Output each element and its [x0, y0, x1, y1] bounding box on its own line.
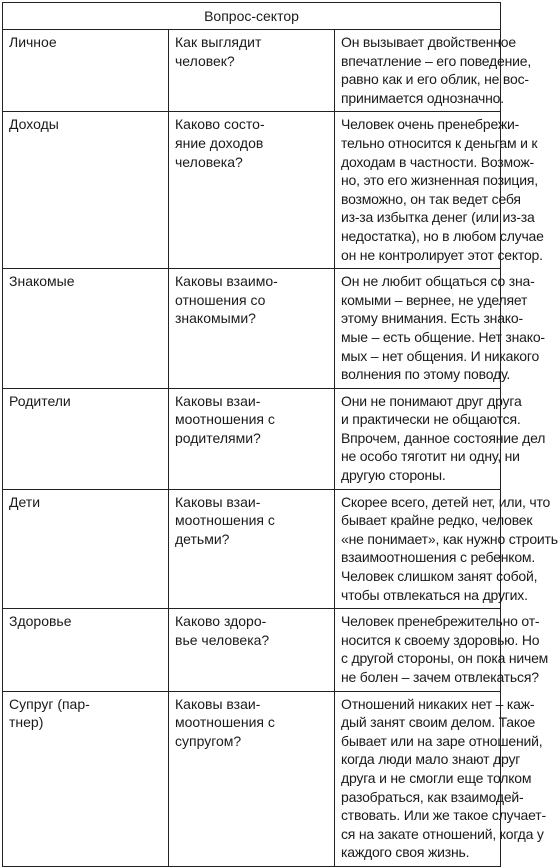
table-row: [3, 609, 501, 691]
text-line: тнер): [9, 714, 44, 731]
table-row: [3, 388, 501, 489]
text-line: разобраться, как взаимодей-: [341, 788, 524, 805]
sector-cell: [3, 388, 169, 489]
text-line: Каковы взаи-: [175, 392, 261, 409]
text-line: каждого своя жизнь.: [341, 844, 470, 861]
text-line: Доходы: [9, 116, 59, 133]
table-row: [3, 30, 501, 112]
text-line: моотношения с: [175, 714, 275, 731]
answer-cell: [335, 388, 546, 489]
text-line: Как выглядит: [175, 34, 262, 50]
answer-cell: [335, 691, 546, 866]
text-line: другую стороны.: [341, 467, 446, 484]
text-line: Человек пренебрежительно от-: [341, 613, 540, 630]
answer-cell: [335, 269, 545, 389]
text-line: Здоровье: [9, 613, 72, 630]
text-line: когда люди мало знают друг: [341, 751, 521, 768]
text-line: и практически не общаются.: [341, 411, 521, 428]
text-line: родителями?: [175, 429, 261, 446]
answer-cell: [335, 112, 544, 269]
text-line: Супруг (пар-: [9, 695, 90, 712]
text-line: моотношения с: [175, 411, 275, 428]
text-line: яние доходов: [175, 134, 264, 151]
answer-cell: [335, 489, 558, 609]
text-line: Дети: [9, 493, 41, 510]
sector-cell: [3, 112, 169, 269]
text-line: супругом?: [175, 732, 242, 749]
text-line: человек?: [175, 52, 235, 69]
text-line: Каковы взаи-: [175, 695, 261, 712]
text-line: бывает крайне редко, человек: [341, 512, 533, 529]
text-line: из-за избытка денег (или из-за: [341, 209, 535, 226]
question-cell: [169, 112, 335, 269]
question-cell: [169, 691, 335, 866]
text-line: мых – нет общения. И никакого: [341, 347, 540, 364]
text-line: Впрочем, данное состояние дел: [341, 429, 546, 446]
text-line: Скорее всего, детей нет, или, что: [341, 493, 551, 510]
text-line: тельно относится к деньгам и к: [341, 134, 538, 151]
table-header-row: [3, 3, 501, 30]
table-row: [3, 489, 501, 609]
text-line: равно как и его облик, не вос-: [341, 71, 529, 88]
text-line: Родители: [9, 392, 71, 409]
sector-cell: [3, 489, 169, 609]
text-line: ствовать. Или же такое случает-: [341, 807, 546, 824]
sector-cell: [3, 30, 169, 112]
text-line: Отношений никаких нет – каж-: [341, 695, 535, 712]
question-sector-table: [2, 2, 558, 867]
text-line: чтобы отвлекаться на других.: [341, 586, 528, 603]
text-line: Они не понимают друг друга: [341, 392, 522, 409]
sector-cell: [3, 691, 169, 866]
question-cell: [169, 269, 335, 389]
text-line: доходам в частности. Возмож-: [341, 153, 535, 170]
text-line: Каковы взаимо-: [175, 273, 278, 290]
text-line: Человек очень пренебрежи-: [341, 116, 520, 133]
text-line: но, это его жизненная позиция,: [341, 172, 538, 189]
text-line: волнения по этому поводу.: [341, 366, 511, 383]
text-line: мые – есть общение. Нет знако-: [341, 328, 545, 345]
text-line: вье человека?: [175, 631, 270, 648]
text-line: принимается однозначно.: [341, 89, 504, 106]
text-line: взаимоотношения с ребенком.: [341, 549, 536, 566]
question-cell: [169, 609, 335, 691]
text-line: возможно, он так ведет себя: [341, 190, 521, 207]
text-line: этому внимания. Есть знако-: [341, 310, 523, 327]
text-line: моотношения с: [175, 512, 275, 529]
question-cell: [169, 489, 335, 609]
text-line: человека?: [175, 153, 243, 170]
text-line: впечатление – его поведение,: [341, 52, 532, 69]
text-line: носится к своему здоровью. Но: [341, 631, 540, 648]
table-row: [3, 269, 501, 389]
sector-cell: [3, 609, 169, 691]
table-row: [3, 691, 501, 866]
text-line: комыми – вернее, не уделяет: [341, 291, 528, 308]
text-line: отношения со: [175, 291, 266, 308]
text-line: Он вызывает двойственное: [341, 34, 516, 50]
text-line: Каково здоро-: [175, 613, 267, 630]
text-line: не особо тяготит ни одну, ни: [341, 448, 520, 465]
text-line: Каково состо-: [175, 116, 265, 133]
text-line: бывает или на заре отношений,: [341, 732, 543, 749]
table-body: [3, 30, 558, 867]
text-line: не болен – зачем отвлекаться?: [341, 669, 539, 685]
text-line: с другой стороны, он пока ничем: [341, 650, 549, 667]
text-line: знакомыми?: [175, 310, 256, 327]
answer-cell: [335, 30, 532, 112]
text-line: Человек слишком занят собой,: [341, 568, 538, 585]
text-line: Личное: [9, 34, 57, 50]
text-line: «не понимает», как нужно строить: [341, 530, 558, 547]
text-line: ся на закате отношений, когда у: [341, 825, 544, 842]
text-line: Каковы взаи-: [175, 493, 261, 510]
question-cell: [169, 30, 335, 112]
text-line: друга и не смогли еще толком: [341, 769, 532, 786]
question-cell: [169, 388, 335, 489]
text-line: Он не любит общаться со зна-: [341, 273, 535, 290]
text-line: дый занят своим делом. Такое: [341, 714, 536, 731]
text-line: детьми?: [175, 530, 230, 547]
answer-cell: [335, 609, 549, 691]
text-line: Знакомые: [9, 273, 75, 290]
sector-cell: [3, 269, 169, 389]
table-header: Вопрос-сектор: [3, 3, 501, 30]
table-row: [3, 112, 501, 269]
text-line: он не контролирует этот сектор.: [341, 246, 543, 263]
text-line: недостатка), но в любом случае: [341, 227, 544, 244]
